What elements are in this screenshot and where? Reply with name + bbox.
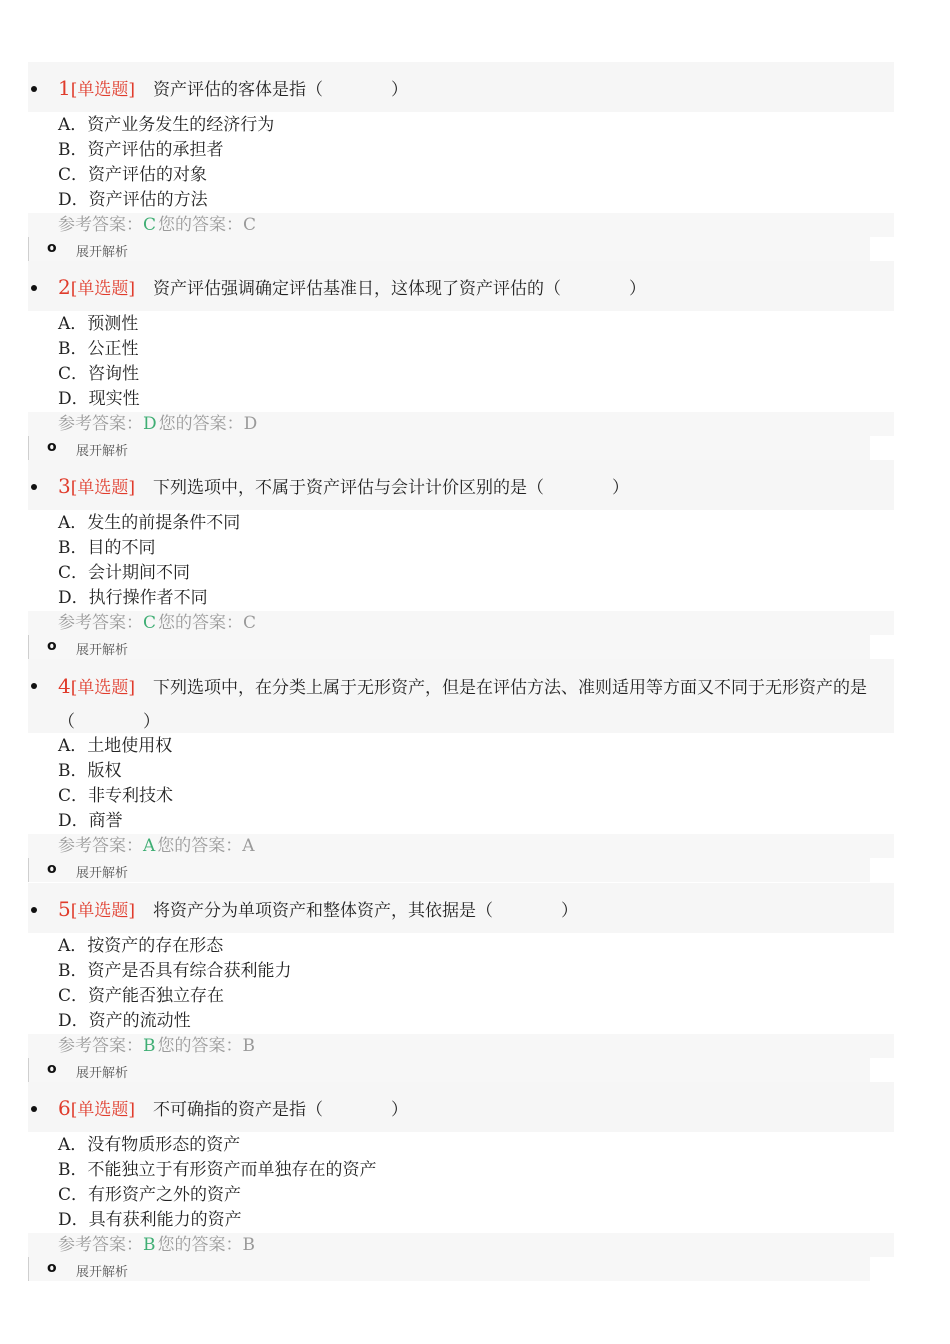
bullet-icon xyxy=(31,285,37,291)
option-a: A．土地使用权 xyxy=(58,736,173,756)
question-text: 下列选项中，不属于资产评估与会计计价区别的是（ ） xyxy=(153,478,629,498)
option-d: D．资产的流动性 xyxy=(58,1011,191,1031)
option-b: B．版权 xyxy=(58,761,122,781)
option-a: A．发生的前提条件不同 xyxy=(58,513,241,533)
question-title xyxy=(58,474,878,500)
question-number: 2 xyxy=(58,275,71,299)
option-c: C．资产能否独立存在 xyxy=(58,986,225,1006)
question-list xyxy=(0,62,950,1281)
question-text: 资产评估强调确定评估基准日，这体现了资产评估的（ ） xyxy=(153,279,646,299)
expand-analysis-button[interactable] xyxy=(28,858,870,882)
option-b: B．资产是否具有综合获利能力 xyxy=(58,961,292,981)
circle-bullet-icon: o xyxy=(47,1260,57,1276)
reference-answer: B xyxy=(143,1036,156,1056)
question-item xyxy=(0,1082,950,1281)
answer-row xyxy=(28,834,894,858)
circle-bullet-icon: o xyxy=(47,861,57,877)
question-item xyxy=(0,261,950,460)
your-answer: 您的答案：D xyxy=(158,414,258,434)
question-header xyxy=(28,659,894,733)
expand-analysis-label[interactable]: 展开解析 xyxy=(76,643,129,658)
divider xyxy=(28,858,29,882)
circle-bullet-icon: o xyxy=(47,439,57,455)
question-number: 5 xyxy=(58,897,71,921)
question-header xyxy=(28,1082,894,1132)
question-header xyxy=(28,460,894,510)
answer-label: 参考答案： xyxy=(58,1235,143,1255)
expand-analysis-button[interactable] xyxy=(28,1257,870,1281)
option-a: A．没有物质形态的资产 xyxy=(58,1135,241,1155)
expand-analysis-button[interactable] xyxy=(28,635,870,659)
question-type: [单选题] xyxy=(70,279,135,299)
reference-answer: B xyxy=(143,1235,156,1255)
option-d: D．商誉 xyxy=(58,811,123,831)
question-title xyxy=(58,897,878,923)
options-list xyxy=(58,734,173,834)
expand-analysis-button[interactable] xyxy=(28,436,870,460)
question-title xyxy=(58,669,878,739)
option-c: C．非专利技术 xyxy=(58,786,174,806)
answer-row xyxy=(28,1034,894,1058)
option-d: D．具有获利能力的资产 xyxy=(58,1210,242,1230)
divider xyxy=(28,237,29,261)
bullet-icon xyxy=(31,683,37,689)
option-c: C．资产评估的对象 xyxy=(58,165,208,185)
answer-row xyxy=(28,412,894,436)
answer-row xyxy=(28,213,894,237)
circle-bullet-icon: o xyxy=(47,240,57,256)
option-b: B．目的不同 xyxy=(58,538,156,558)
question-header xyxy=(28,261,894,311)
expand-analysis-label[interactable]: 展开解析 xyxy=(76,444,129,459)
expand-analysis-button[interactable] xyxy=(28,1058,870,1082)
divider xyxy=(28,1058,29,1082)
answer-row xyxy=(28,611,894,635)
question-item xyxy=(0,883,950,1082)
reference-answer: C xyxy=(143,613,157,633)
your-answer: 您的答案：B xyxy=(157,1235,255,1255)
options-list xyxy=(58,113,274,213)
question-type: [单选题] xyxy=(70,80,135,100)
option-d: D．资产评估的方法 xyxy=(58,190,208,210)
option-b: B．资产评估的承担者 xyxy=(58,140,224,160)
divider xyxy=(28,635,29,659)
option-a: A．预测性 xyxy=(58,314,139,334)
question-header xyxy=(28,883,894,933)
question-header xyxy=(28,62,894,112)
expand-analysis-label[interactable]: 展开解析 xyxy=(76,1066,129,1081)
question-type: [单选题] xyxy=(70,478,135,498)
expand-analysis-label[interactable]: 展开解析 xyxy=(76,245,129,260)
answer-label: 参考答案： xyxy=(58,613,143,633)
question-item xyxy=(0,62,950,261)
your-answer: 您的答案：B xyxy=(157,1036,255,1056)
question-type: [单选题] xyxy=(70,901,135,921)
options-list xyxy=(58,511,240,611)
question-number: 6 xyxy=(58,1096,71,1120)
question-title xyxy=(58,76,878,102)
answer-row xyxy=(28,1233,894,1257)
options-list xyxy=(58,312,140,412)
divider xyxy=(28,1257,29,1281)
question-type: [单选题] xyxy=(70,1100,135,1120)
question-title xyxy=(58,275,878,301)
expand-analysis-button[interactable] xyxy=(28,237,870,261)
answer-label: 参考答案： xyxy=(58,836,143,856)
reference-answer: A xyxy=(143,836,156,856)
option-c: C．有形资产之外的资产 xyxy=(58,1185,242,1205)
option-d: D．执行操作者不同 xyxy=(58,588,208,608)
option-a: A．按资产的存在形态 xyxy=(58,936,224,956)
your-answer: 您的答案：C xyxy=(158,215,257,235)
option-c: C．会计期间不同 xyxy=(58,563,191,583)
answer-label: 参考答案： xyxy=(58,1036,143,1056)
expand-analysis-label[interactable]: 展开解析 xyxy=(76,866,129,881)
bullet-icon xyxy=(31,1106,37,1112)
circle-bullet-icon: o xyxy=(47,638,57,654)
option-a: A．资产业务发生的经济行为 xyxy=(58,115,275,135)
question-title xyxy=(58,1096,878,1122)
bullet-icon xyxy=(31,907,37,913)
answer-label: 参考答案： xyxy=(58,215,143,235)
question-type: [单选题] xyxy=(70,678,135,698)
options-list xyxy=(58,1133,377,1233)
question-text: 资产评估的客体是指（ ） xyxy=(153,80,408,100)
question-item xyxy=(0,460,950,659)
question-number: 3 xyxy=(58,474,71,498)
option-c: C．咨询性 xyxy=(58,364,140,384)
circle-bullet-icon: o xyxy=(47,1061,57,1077)
reference-answer: C xyxy=(143,215,157,235)
divider xyxy=(28,436,29,460)
option-d: D．现实性 xyxy=(58,389,140,409)
options-list xyxy=(58,934,292,1034)
question-text: 将资产分为单项资产和整体资产，其依据是（ ） xyxy=(153,901,578,921)
question-text: 不可确指的资产是指（ ） xyxy=(153,1100,408,1120)
bullet-icon xyxy=(31,484,37,490)
question-item xyxy=(0,659,950,883)
question-text: 下列选项中，在分类上属于无形资产，但是在评估方法、准则适用等方面又不同于无形资产的是（ ） xyxy=(58,678,867,732)
reference-answer: D xyxy=(143,414,157,434)
question-number: 4 xyxy=(58,674,71,698)
bullet-icon xyxy=(31,86,37,92)
question-number: 1 xyxy=(58,76,71,100)
option-b: B．不能独立于有形资产而单独存在的资产 xyxy=(58,1160,377,1180)
your-answer: 您的答案：A xyxy=(157,836,255,856)
answer-label: 参考答案： xyxy=(58,414,143,434)
your-answer: 您的答案：C xyxy=(158,613,257,633)
option-b: B．公正性 xyxy=(58,339,139,359)
expand-analysis-label[interactable]: 展开解析 xyxy=(76,1265,129,1280)
